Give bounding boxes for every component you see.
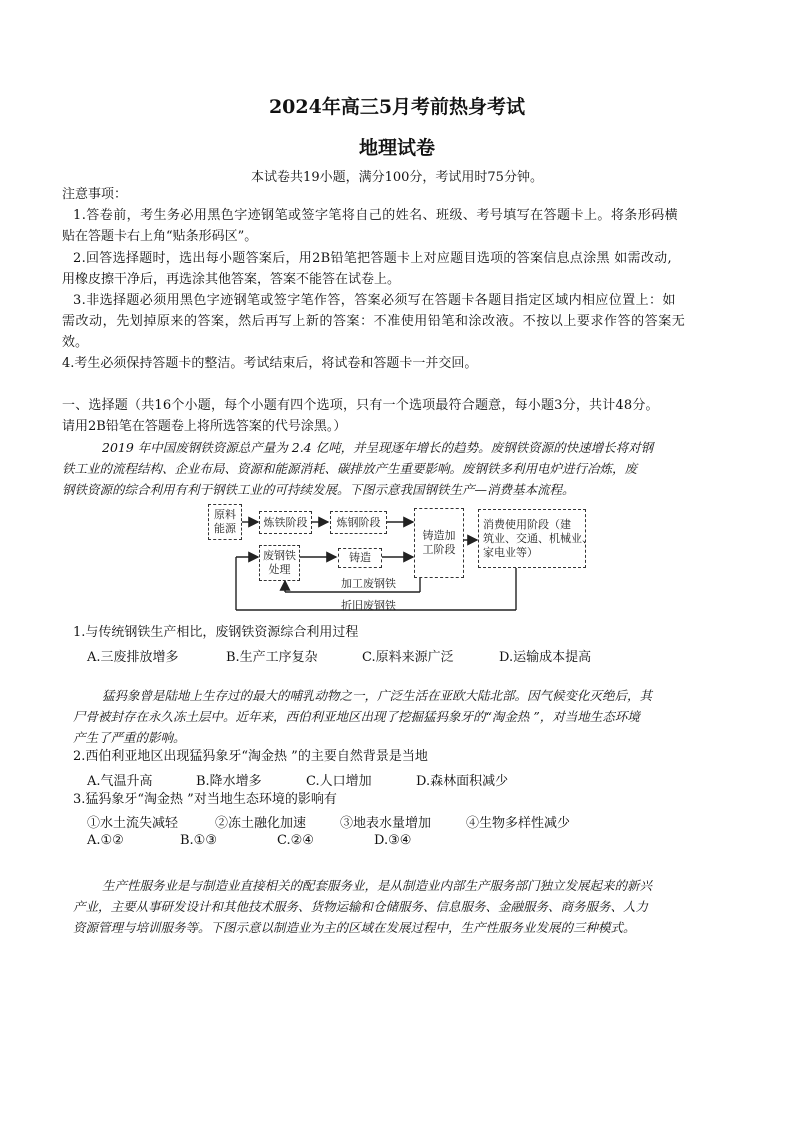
q1-option-c[interactable]: C.原料来源广泛 — [362, 650, 454, 665]
box-casting-stage — [414, 508, 464, 578]
q3-statement-1: ①水土流失减轻 — [87, 816, 179, 831]
notice-line: 需改动，先划掉原来的答案，然后再写上新的答案：不准使用铅笔和涂改液。不按以上要求作答的答案无 — [62, 314, 686, 329]
notice-line: 贴在答题卡右上角“贴条形码区”。 — [62, 229, 258, 244]
q3-statement-4: ④生物多样性减少 — [466, 816, 571, 831]
box-raw-material-label: 原料 能源 — [214, 508, 236, 535]
passage-line: 铁工业的流程结构、企业布局、资源和能源消耗、碳排放产生重要影响。废钢铁多利用电炉进行冶炼，废 — [62, 461, 638, 476]
box-foundry-label: 铸造 — [349, 551, 371, 564]
q2-option-b[interactable]: B.降水增多 — [196, 774, 262, 789]
q1-option-a[interactable]: A.三废排放增多 — [87, 650, 179, 665]
subject-title: 地理试卷 — [358, 137, 435, 159]
passage-line: 生产性服务业是与制造业直接相关的配套服务业，是从制造业内部生产服务部门独立发展起来的新兴 — [102, 878, 653, 893]
box-scrap-processing-label: 废钢铁 处理 — [263, 549, 296, 576]
passage-line: 猛犸象曾是陆地上生存过的最大的哺乳动物之一，广泛生活在亚欧大陆北部。因气候变化灭绝后，其 — [102, 688, 653, 703]
label-processed-scrap: 加工废钢铁 — [341, 577, 396, 590]
box-steelmaking — [330, 511, 387, 534]
notice-line: 3.非选择题必须用黑色字迹钢笔或签字笔作答，答案必须写在答题卡各题目指定区域内相应位置上：如 — [73, 293, 676, 308]
q3-statement-2: ②冻土融化加速 — [215, 816, 307, 831]
passage-line: 钢铁资源的综合利用有利于钢铁工业的可持续发展。下图示意我国钢铁生产—消费基本流程。 — [62, 482, 575, 497]
q1-option-d[interactable]: D.运输成本提高 — [499, 650, 592, 665]
label-obsolete-scrap: 折旧废钢铁 — [341, 599, 396, 612]
q2-option-c[interactable]: C.人口增加 — [306, 774, 372, 789]
notice-line: 1.答卷前，考生务必用黑色字迹钢笔或签字笔将自己的姓名、班级、考号填写在答题卡上。将条形码横 — [73, 208, 679, 223]
notice-line: 效。 — [62, 335, 89, 350]
question-3-stem: 3.猛犸象牙“淘金热 ”对当地生态环境的影响有 — [73, 792, 337, 807]
exam-title: 2024年高三5月考前热身考试 — [268, 96, 526, 118]
box-scrap-processing — [259, 545, 300, 581]
notice-line: 2.回答选择题时，选出每小题答案后，用2B铅笔把答题卡上对应题目选项的答案信息点涂黑 如需改动, — [73, 251, 672, 266]
q1-option-b[interactable]: B.生产工序复杂 — [226, 650, 318, 665]
box-consumption — [478, 509, 593, 568]
q3-option-b[interactable]: B.①③ — [180, 833, 217, 848]
passage-line: 资源管理与培训服务等。下图示意以制造业为主的区域在发展过程中，生产性服务业发展的三种模式。 — [73, 920, 636, 935]
q3-option-c[interactable]: C.②④ — [277, 833, 314, 848]
passage-line: 尸骨被封存在永久冻土层中。近年来，西伯利亚地区出现了挖掘猛犸象牙的“淘金热 ”，对当地生态环境 — [73, 709, 640, 724]
notice-line: 4.考生必须保持答题卡的整洁。考试结束后，将试卷和答题卡一并交回。 — [62, 356, 478, 371]
box-casting-stage-label: 铸造加 工阶段 — [422, 529, 456, 556]
q2-option-a[interactable]: A.气温升高 — [87, 774, 153, 789]
section-heading: 一、选择题（共16个小题，每个小题有四个选项，只有一个选项最符合题意，每小题3分，共计48分。 — [62, 398, 659, 413]
exam-info: 本试卷共19小题，满分100分，考试用时75分钟。 — [251, 170, 543, 185]
box-consumption-label: 消费使用阶段（建 筑业、交通、机械业、 家电业等） — [483, 517, 593, 559]
question-1-stem: 1.与传统钢铁生产相比，废钢铁资源综合利用过程 — [73, 625, 359, 640]
box-raw-material — [208, 504, 242, 540]
section-heading-2: 请用2B铅笔在答题卷上将所选答案的代号涂黑。） — [62, 419, 347, 434]
passage-line: 2019 年中国废钢铁资源总产量为 2.4 亿吨，并呈现逐年增长的趋势。废钢铁资源的快速增长将对钢 — [102, 440, 654, 455]
q3-option-a[interactable]: A.①② — [87, 833, 124, 848]
box-ironmaking-label: 炼铁阶段 — [263, 515, 308, 529]
box-ironmaking — [259, 511, 312, 534]
q3-statement-3: ③地表水量增加 — [340, 816, 432, 831]
q3-option-d[interactable]: D.③④ — [374, 833, 412, 848]
notice-heading: 注意事项： — [62, 187, 128, 202]
box-steelmaking-label: 炼钢阶段 — [336, 515, 381, 529]
box-foundry — [338, 548, 382, 568]
q2-option-d[interactable]: D.森林面积减少 — [416, 774, 509, 789]
passage-line: 产生了严重的影响。 — [73, 730, 186, 745]
notice-line: 用橡皮擦干净后，再选涂其他答案，答案不能答在试卷上。 — [62, 272, 401, 287]
passage-line: 产业，主要从事研发设计和其他技术服务、货物运输和仓储服务、信息服务、金融服务、商务服务、人力 — [73, 899, 649, 914]
question-2-stem: 2.西伯利亚地区出现猛犸象牙“淘金热 ”的主要自然背景是当地 — [73, 749, 428, 764]
